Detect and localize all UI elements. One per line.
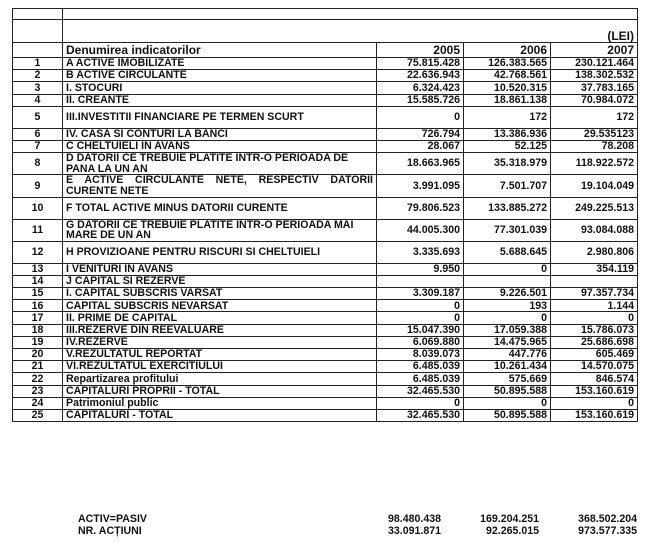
footer-value: 973.577.335: [578, 524, 637, 537]
value-cell: 0: [377, 312, 464, 324]
row-number: 19: [13, 336, 63, 348]
value-cell: [464, 275, 551, 287]
value-cell: 37.783.165: [551, 82, 638, 94]
table-row: [13, 336, 638, 348]
value-cell: 0: [377, 397, 464, 409]
indicator-label: VI.REZULTATUL EXERCITIULUI: [63, 361, 377, 373]
table-row: [13, 82, 638, 94]
indicator-label: I. STOCURI: [63, 82, 377, 94]
value-cell: 605.469: [551, 349, 638, 361]
table-row: [13, 288, 638, 300]
table-row: [13, 361, 638, 373]
value-cell: 0: [551, 397, 638, 409]
row-number: 9: [13, 175, 63, 197]
unit-row: [13, 20, 638, 43]
value-cell: 7.501.707: [464, 175, 551, 197]
value-cell: 50.895.588: [464, 409, 551, 421]
value-cell: 0: [464, 312, 551, 324]
table-row: [13, 300, 638, 312]
value-cell: 153.160.619: [551, 385, 638, 397]
row-number: 18: [13, 324, 63, 336]
value-cell: 17.059.388: [464, 324, 551, 336]
row-number: 23: [13, 385, 63, 397]
row-number: 1: [13, 58, 63, 70]
indicator-label: I VENITURI IN AVANS: [63, 263, 377, 275]
value-cell: 97.357.734: [551, 288, 638, 300]
row-number: 4: [13, 94, 63, 106]
table-row: [13, 275, 638, 287]
value-cell: 0: [377, 300, 464, 312]
row-number: 13: [13, 263, 63, 275]
value-cell: 44.005.300: [377, 219, 464, 241]
value-cell: 133.885.272: [464, 197, 551, 219]
value-cell: 6.324.423: [377, 82, 464, 94]
value-cell: 6.069.880: [377, 336, 464, 348]
indicator-label: CAPITALURI PROPRII - TOTAL: [63, 385, 377, 397]
value-cell: 35.318.979: [464, 153, 551, 175]
value-cell: 1.144: [551, 300, 638, 312]
value-cell: 32.465.530: [377, 385, 464, 397]
indicator-label: II. CREANTE: [63, 94, 377, 106]
indicator-label: III.REZERVE DIN REEVALUARE: [63, 324, 377, 336]
value-cell: [377, 275, 464, 287]
value-cell: 0: [464, 263, 551, 275]
table-row: [13, 153, 638, 175]
value-cell: 3.335.693: [377, 241, 464, 263]
indicator-label: CAPITAL SUBSCRIS NEVARSAT: [63, 300, 377, 312]
value-cell: 9.950: [377, 263, 464, 275]
table-row: [13, 397, 638, 409]
row-number: 2: [13, 70, 63, 82]
row-number: 5: [13, 106, 63, 128]
value-cell: 77.301.039: [464, 219, 551, 241]
value-cell: 10.520.315: [464, 82, 551, 94]
indicator-label: B ACTIVE CIRCULANTE: [63, 70, 377, 82]
row-number: 15: [13, 288, 63, 300]
currency-unit: (LEI): [63, 20, 638, 43]
value-cell: 15.585.726: [377, 94, 464, 106]
table-row: [13, 175, 638, 197]
value-cell: 8.039.073: [377, 349, 464, 361]
financial-report: [12, 8, 638, 422]
value-cell: 118.922.572: [551, 153, 638, 175]
value-cell: 78.208: [551, 140, 638, 152]
value-cell: 249.225.513: [551, 197, 638, 219]
value-cell: 0: [377, 106, 464, 128]
value-cell: 172: [551, 106, 638, 128]
row-number: 22: [13, 373, 63, 385]
indicator-label: II. PRIME DE CAPITAL: [63, 312, 377, 324]
table-row: [13, 94, 638, 106]
row-number: 12: [13, 241, 63, 263]
table-row: [13, 140, 638, 152]
indicator-label: V.REZULTATUL REPORTAT: [63, 349, 377, 361]
value-cell: 3.991.095: [377, 175, 464, 197]
table-row: [13, 128, 638, 140]
indicator-label: III.INVESTITII FINANCIARE PE TERMEN SCURT: [63, 106, 377, 128]
footer-value: 368.502.204: [578, 513, 637, 525]
row-number: 20: [13, 349, 63, 361]
indicator-label: Repartizarea profitului: [63, 373, 377, 385]
row-number: 24: [13, 397, 63, 409]
table-row: [13, 219, 638, 241]
value-cell: 14.475.965: [464, 336, 551, 348]
row-number: 25: [13, 409, 63, 421]
table-row: [13, 58, 638, 70]
value-cell: 354.119: [551, 263, 638, 275]
row-number: 14: [13, 275, 63, 287]
value-cell: 2.980.806: [551, 241, 638, 263]
value-cell: 575.669: [464, 373, 551, 385]
value-cell: 93.084.088: [551, 219, 638, 241]
indicator-label: IV.REZERVE: [63, 336, 377, 348]
table-row: [13, 349, 638, 361]
header-row: [13, 43, 638, 58]
value-cell: 3.309.187: [377, 288, 464, 300]
row-number: 11: [13, 219, 63, 241]
value-cell: 19.104.049: [551, 175, 638, 197]
table-row: [13, 70, 638, 82]
value-cell: 193: [464, 300, 551, 312]
value-cell: 52.125: [464, 140, 551, 152]
table-row: [13, 106, 638, 128]
row-number: 3: [13, 82, 63, 94]
value-cell: 50.895.588: [464, 385, 551, 397]
value-cell: 25.686.698: [551, 336, 638, 348]
table-row: [13, 409, 638, 421]
value-cell: 15.786.073: [551, 324, 638, 336]
table-row: [13, 197, 638, 219]
indicator-label: E ACTIVE CIRCULANTE NETE, RESPECTIV DATORII CURENTE NETE: [63, 175, 377, 197]
value-cell: 0: [551, 312, 638, 324]
table-row: [13, 263, 638, 275]
value-cell: 42.768.561: [464, 70, 551, 82]
indicator-label: I. CAPITAL SUBSCRIS VARSAT: [63, 288, 377, 300]
value-cell: 75.815.428: [377, 58, 464, 70]
value-cell: 9.226.501: [464, 288, 551, 300]
indicators-table: [12, 8, 638, 422]
value-cell: 29.535123: [551, 128, 638, 140]
value-cell: 18.861.138: [464, 94, 551, 106]
footer-label: NR. ACȚIUNI: [78, 524, 142, 537]
row-number: 16: [13, 300, 63, 312]
value-cell: 32.465.530: [377, 409, 464, 421]
footer-value: 33.091.871: [387, 524, 441, 537]
indicator-label: Patrimoniul public: [63, 397, 377, 409]
indicator-label: IV. CASA SI CONTURI LA BANCI: [63, 128, 377, 140]
header-year-2006: 2006: [464, 43, 551, 58]
header-year-2007: 2007: [551, 43, 638, 58]
indicator-label: J CAPITAL SI REZERVE: [63, 275, 377, 287]
value-cell: 172: [464, 106, 551, 128]
row-number: 10: [13, 197, 63, 219]
footer-value: 92.265.015: [485, 524, 539, 537]
value-cell: 447.776: [464, 349, 551, 361]
footer-label: ACTIV=PASIV: [78, 513, 147, 525]
row-number: 8: [13, 153, 63, 175]
header-year-2005: 2005: [377, 43, 464, 58]
indicator-label: F TOTAL ACTIVE MINUS DATORII CURENTE: [63, 197, 377, 219]
value-cell: 6.485.039: [377, 373, 464, 385]
value-cell: 70.984.072: [551, 94, 638, 106]
value-cell: 153.160.619: [551, 409, 638, 421]
row-number: 21: [13, 361, 63, 373]
indicator-label: C CHELTUIELI IN AVANS: [63, 140, 377, 152]
value-cell: 79.806.523: [377, 197, 464, 219]
row-number: 6: [13, 128, 63, 140]
value-cell: 6.485.039: [377, 361, 464, 373]
footer-row-nr-actiuni: [78, 526, 638, 538]
value-cell: 10.261.434: [464, 361, 551, 373]
footer-row-activ-pasiv: [78, 514, 638, 526]
indicator-label: CAPITALURI - TOTAL: [63, 409, 377, 421]
footer-totals: [78, 514, 638, 537]
value-cell: 15.047.390: [377, 324, 464, 336]
row-number: 17: [13, 312, 63, 324]
value-cell: 13.386.936: [464, 128, 551, 140]
value-cell: 230.121.464: [551, 58, 638, 70]
indicator-label: A ACTIVE IMOBILIZATE: [63, 58, 377, 70]
indicator-label: H PROVIZIOANE PENTRU RISCURI SI CHELTUIELI: [63, 241, 377, 263]
table-row: [13, 324, 638, 336]
value-cell: 0: [464, 397, 551, 409]
value-cell: 22.636.943: [377, 70, 464, 82]
indicator-label: G DATORII CE TREBUIE PLATITE INTR-O PERIOADA MAI MARE DE UN AN: [63, 219, 377, 241]
indicator-label: D DATORII CE TREBUIE PLATITE INTR-O PERIOADA DE PANA LA UN AN: [63, 153, 377, 175]
value-cell: [551, 275, 638, 287]
table-row: [13, 241, 638, 263]
header-label: Denumirea indicatorilor: [63, 43, 377, 58]
value-cell: 726.794: [377, 128, 464, 140]
table-row: [13, 312, 638, 324]
value-cell: 846.574: [551, 373, 638, 385]
value-cell: 126.383.565: [464, 58, 551, 70]
table-row: [13, 385, 638, 397]
value-cell: 14.570.075: [551, 361, 638, 373]
value-cell: 138.302.532: [551, 70, 638, 82]
row-number: 7: [13, 140, 63, 152]
value-cell: 28.067: [377, 140, 464, 152]
table-top-spacer: [13, 9, 638, 20]
value-cell: 18.663.965: [377, 153, 464, 175]
footer-value: 169.204.251: [480, 513, 539, 525]
table-row: [13, 373, 638, 385]
value-cell: 5.688.645: [464, 241, 551, 263]
footer-value: 98.480.438: [387, 513, 441, 525]
